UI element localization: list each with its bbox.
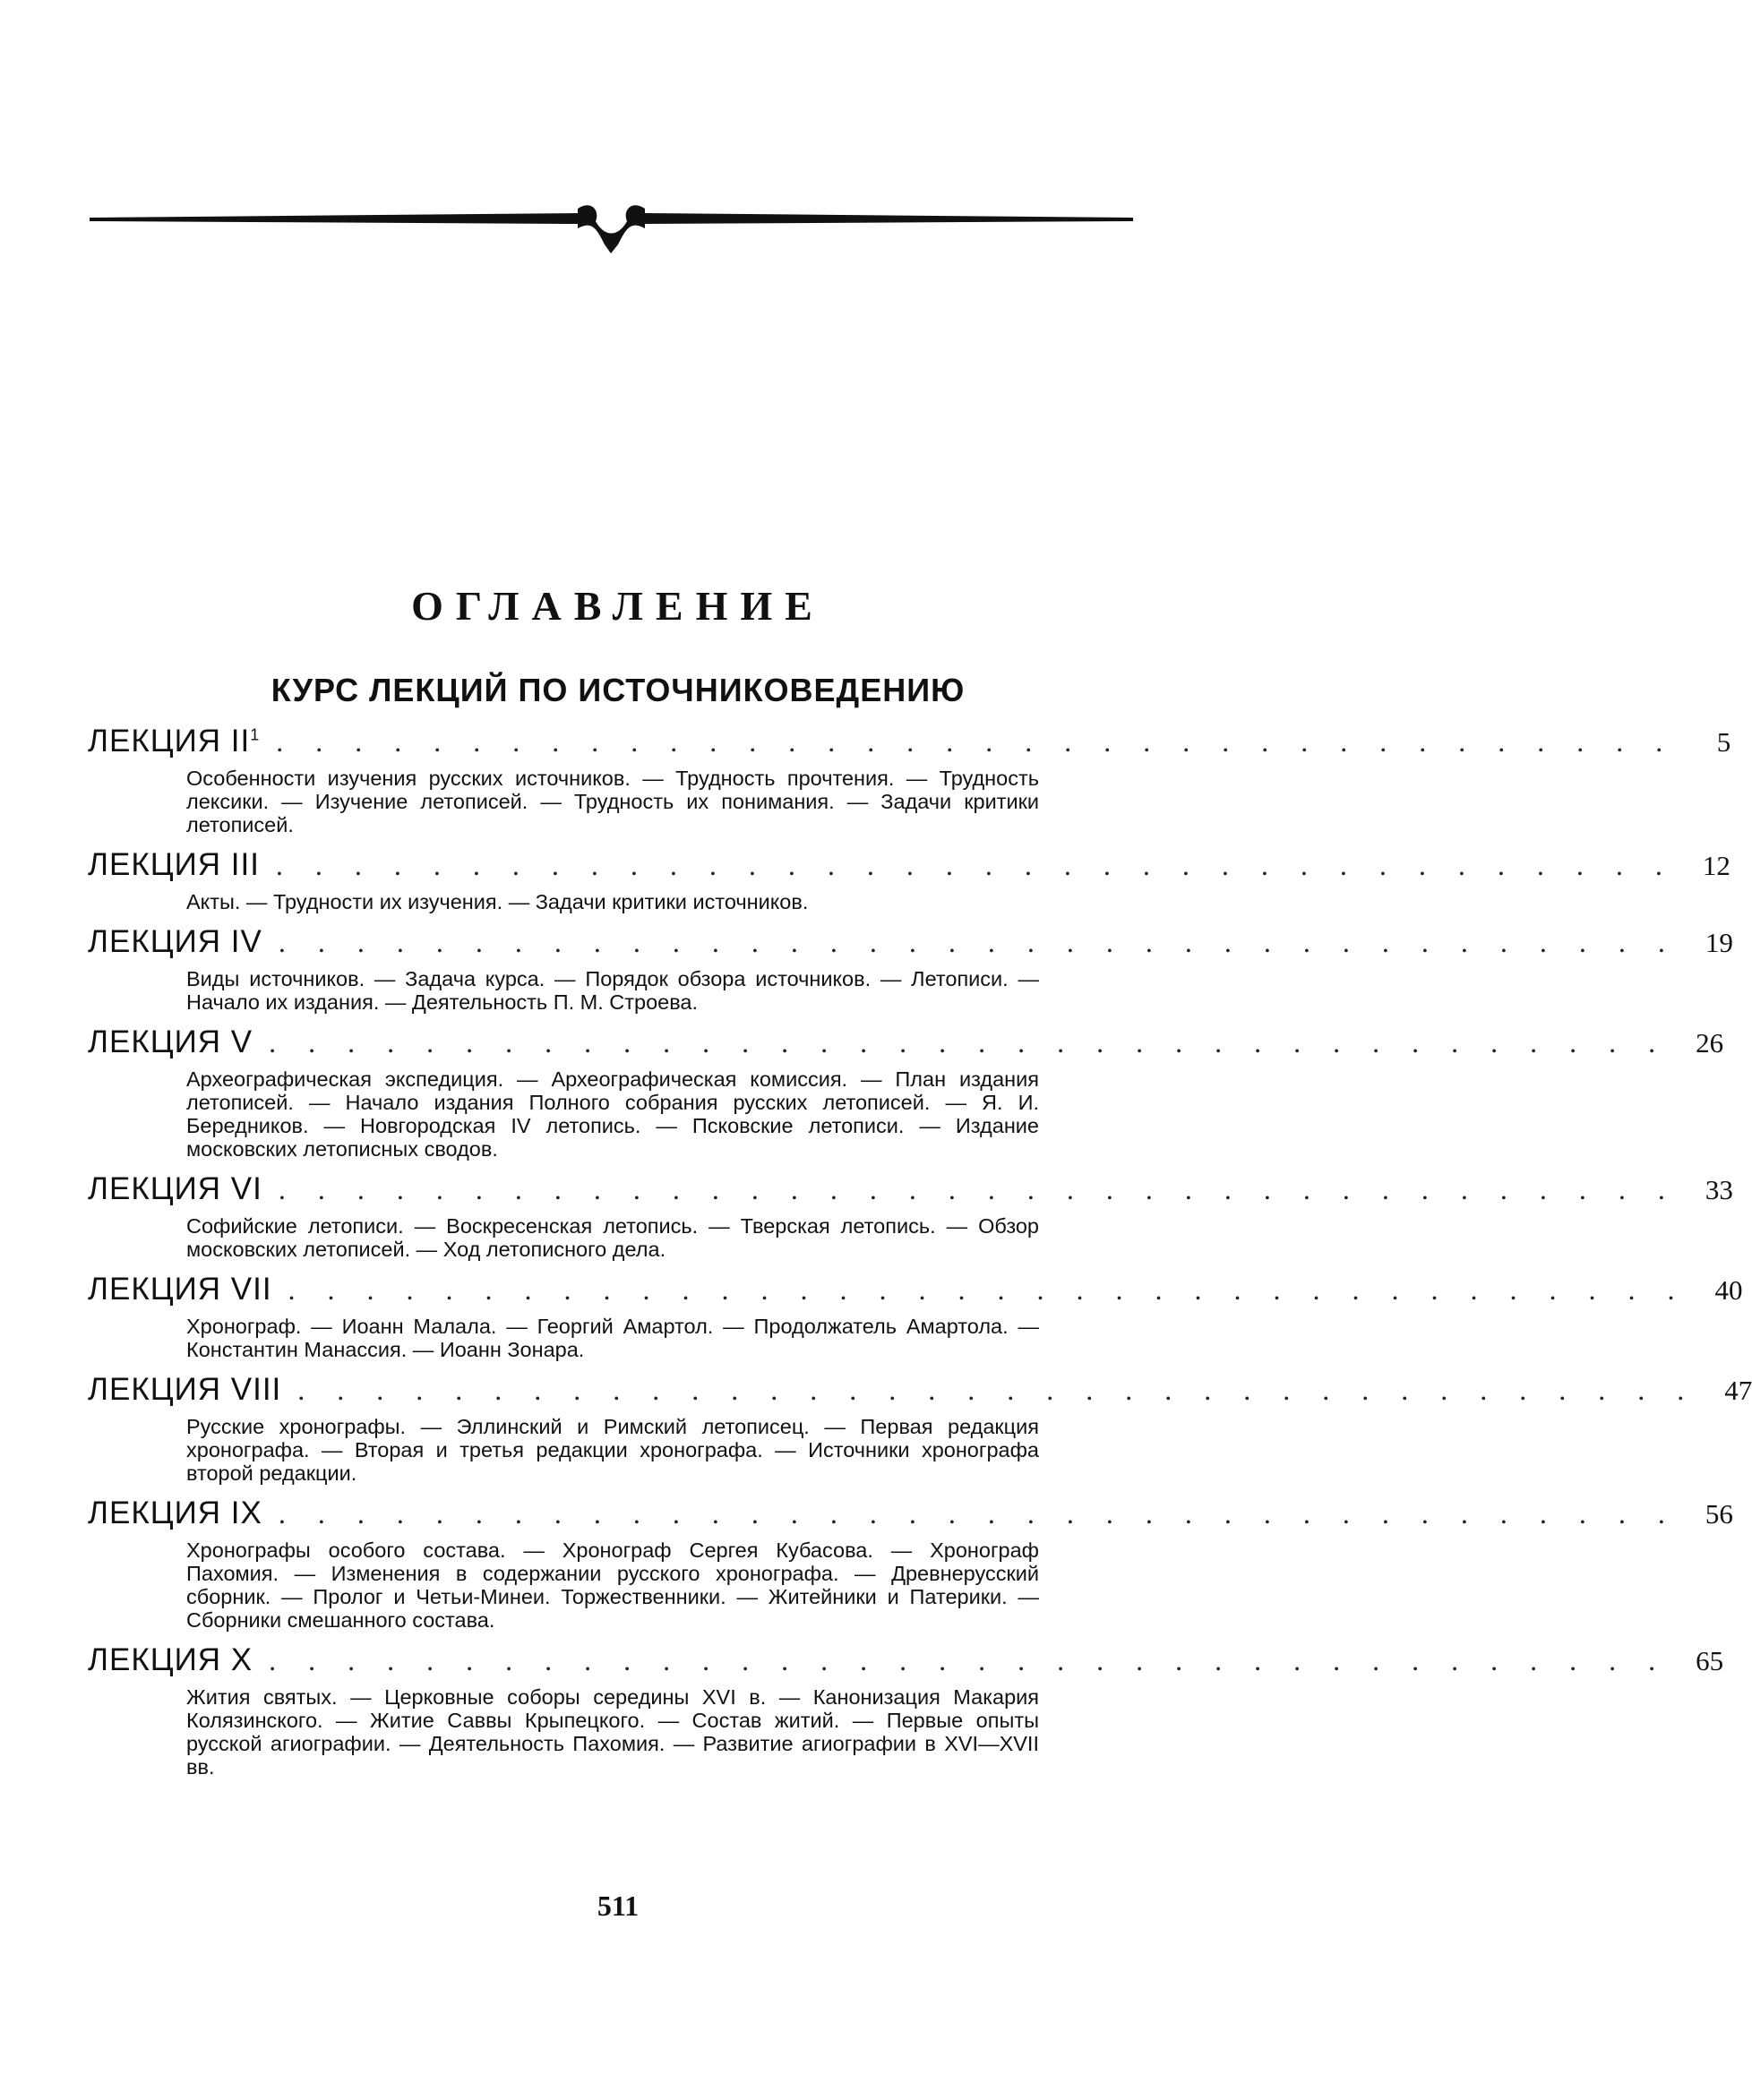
lecture-title[interactable]: ЛЕКЦИЯ VI xyxy=(88,1171,262,1206)
dot-leader: . . . . . . . . . . . . . . . . . . . . . . . . . . . . . . . . . . . . xyxy=(275,849,1675,881)
page-number[interactable]: 26 xyxy=(1696,1027,1724,1059)
toc-entry xyxy=(88,1024,1724,1161)
lecture-description: Хронографы особого состава. — Хронограф Сергея Кубасова. — Хронограф Пахомия. — Изменения в содержании русского хронографа. — Древнерусский сборник. — Пролог и Четьи-Минеи. Торжественники. — Житейники и Патерики. — Сборники смешанного состава. xyxy=(186,1539,1039,1632)
toc-entry-header xyxy=(88,924,1733,967)
toc-entry xyxy=(88,724,1731,836)
dot-leader: . . . . . . . . . . . . . . . . . . . . . . . . . . . . . . . . . . . . xyxy=(297,1374,1697,1406)
dot-leader: . . . . . . . . . . . . . . . . . . . . . . . . . . . . . . . . . . . . xyxy=(276,725,1676,758)
page-number[interactable]: 65 xyxy=(1696,1645,1724,1676)
lecture-description: Акты. — Трудности их изучения. — Задачи критики источников. xyxy=(186,890,809,913)
toc-entry-header xyxy=(88,1272,1743,1315)
toc-entry-header xyxy=(88,1171,1733,1214)
toc-entry xyxy=(88,1272,1743,1361)
header-ornament xyxy=(90,184,1133,255)
toc-entry-header xyxy=(88,1024,1724,1067)
lecture-description: Особенности изучения русских источников. — Трудность прочтения. — Трудность лексики. — Изучение летописей. — Трудность их понимания. — Задачи критики летописей. xyxy=(186,767,1039,836)
toc-entry-header xyxy=(88,1496,1733,1539)
page-number[interactable]: 56 xyxy=(1705,1498,1733,1530)
toc-entry xyxy=(88,924,1733,1014)
lecture-title-text: ЛЕКЦИЯ II xyxy=(88,724,251,759)
lecture-description: Виды источников. — Задача курса. — Порядок обзора источников. — Летописи. — Начало их издания. — Деятельность П. М. Строева. xyxy=(186,967,1039,1014)
dot-leader: . . . . . . . . . . . . . . . . . . . . . . . . . . . . . . . . . . . . xyxy=(288,1273,1688,1306)
lecture-title[interactable] xyxy=(88,724,260,759)
toc-entry xyxy=(88,847,1731,913)
dot-leader: . . . . . . . . . . . . . . . . . . . . . . . . . . . . . . . . . . . . xyxy=(278,1173,1678,1205)
toc-entry xyxy=(88,1372,1752,1485)
toc-entry-header xyxy=(88,847,1731,890)
toc-entry-header xyxy=(88,1642,1724,1685)
toc-entry xyxy=(88,1642,1724,1779)
dot-leader: . . . . . . . . . . . . . . . . . . . . . . . . . . . . . . . . . . . . xyxy=(269,1644,1669,1676)
page-number[interactable]: 19 xyxy=(1705,927,1733,958)
lecture-description: Жития святых. — Церковные соборы середины XVI в. — Канонизация Макария Колязинского. — Житие Саввы Крыпецкого. — Состав житий. — Первые опыты русской агиографии. — Деятельность Пахомия. — Развитие агиографии в XVI—XVII вв. xyxy=(186,1685,1039,1779)
toc-entry-header xyxy=(88,724,1731,767)
lecture-description: Русские хронографы. — Эллинский и Римский летописец. — Первая редакция хронографа. — Вторая и третья редакции хронографа. — Источники хронографа второй редакции. xyxy=(186,1415,1039,1485)
lecture-description: Археографическая экспедиция. — Археографическая комиссия. — План издания летописей. — Начало издания Полного собрания русских летописей. — Я. И. Бередников. — Новгородская IV летопись. — Псковские летописи. — Издание московских летописных сводов. xyxy=(186,1067,1039,1161)
lecture-title[interactable]: ЛЕКЦИЯ VII xyxy=(88,1272,272,1307)
page-number[interactable]: 33 xyxy=(1705,1174,1733,1205)
course-title: КУРС ЛЕКЦИЙ ПО ИСТОЧНИКОВЕДЕНИЮ xyxy=(271,672,966,708)
table-of-contents xyxy=(88,724,1752,1789)
page-number[interactable]: 5 xyxy=(1716,726,1731,758)
lecture-title[interactable]: ЛЕКЦИЯ V xyxy=(88,1024,253,1059)
lecture-title[interactable]: ЛЕКЦИЯ IV xyxy=(88,924,262,959)
lecture-title[interactable]: ЛЕКЦИЯ III xyxy=(88,847,260,882)
toc-entry xyxy=(88,1171,1733,1261)
lecture-description: Хронограф. — Иоанн Малала. — Георгий Амартол. — Продолжатель Амартола. — Константин Манассия. — Иоанн Зонара. xyxy=(186,1315,1039,1361)
toc-entry-header xyxy=(88,1372,1752,1415)
page-number[interactable]: 12 xyxy=(1702,850,1731,881)
toc-entry xyxy=(88,1496,1733,1632)
page-number[interactable]: 47 xyxy=(1724,1375,1752,1406)
lecture-title[interactable]: ЛЕКЦИЯ VIII xyxy=(88,1372,282,1407)
dot-leader: . . . . . . . . . . . . . . . . . . . . . . . . . . . . . . . . . . . . xyxy=(278,926,1678,958)
folio-page-number: 511 xyxy=(597,1890,640,1922)
page-title: ОГЛАВЛЕНИЕ xyxy=(411,583,825,629)
dot-leader: . . . . . . . . . . . . . . . . . . . . . . . . . . . . . . . . . . . . xyxy=(278,1497,1678,1530)
footnote-marker: 1 xyxy=(250,725,261,744)
page-number[interactable]: 40 xyxy=(1714,1274,1743,1306)
lecture-title[interactable]: ЛЕКЦИЯ IX xyxy=(88,1496,262,1530)
lecture-description: Софийские летописи. — Воскресенская летопись. — Тверская летопись. — Обзор московских летописей. — Ход летописного дела. xyxy=(186,1214,1039,1261)
lecture-title[interactable]: ЛЕКЦИЯ X xyxy=(88,1642,253,1677)
dot-leader: . . . . . . . . . . . . . . . . . . . . . . . . . . . . . . . . . . . . xyxy=(269,1026,1669,1059)
